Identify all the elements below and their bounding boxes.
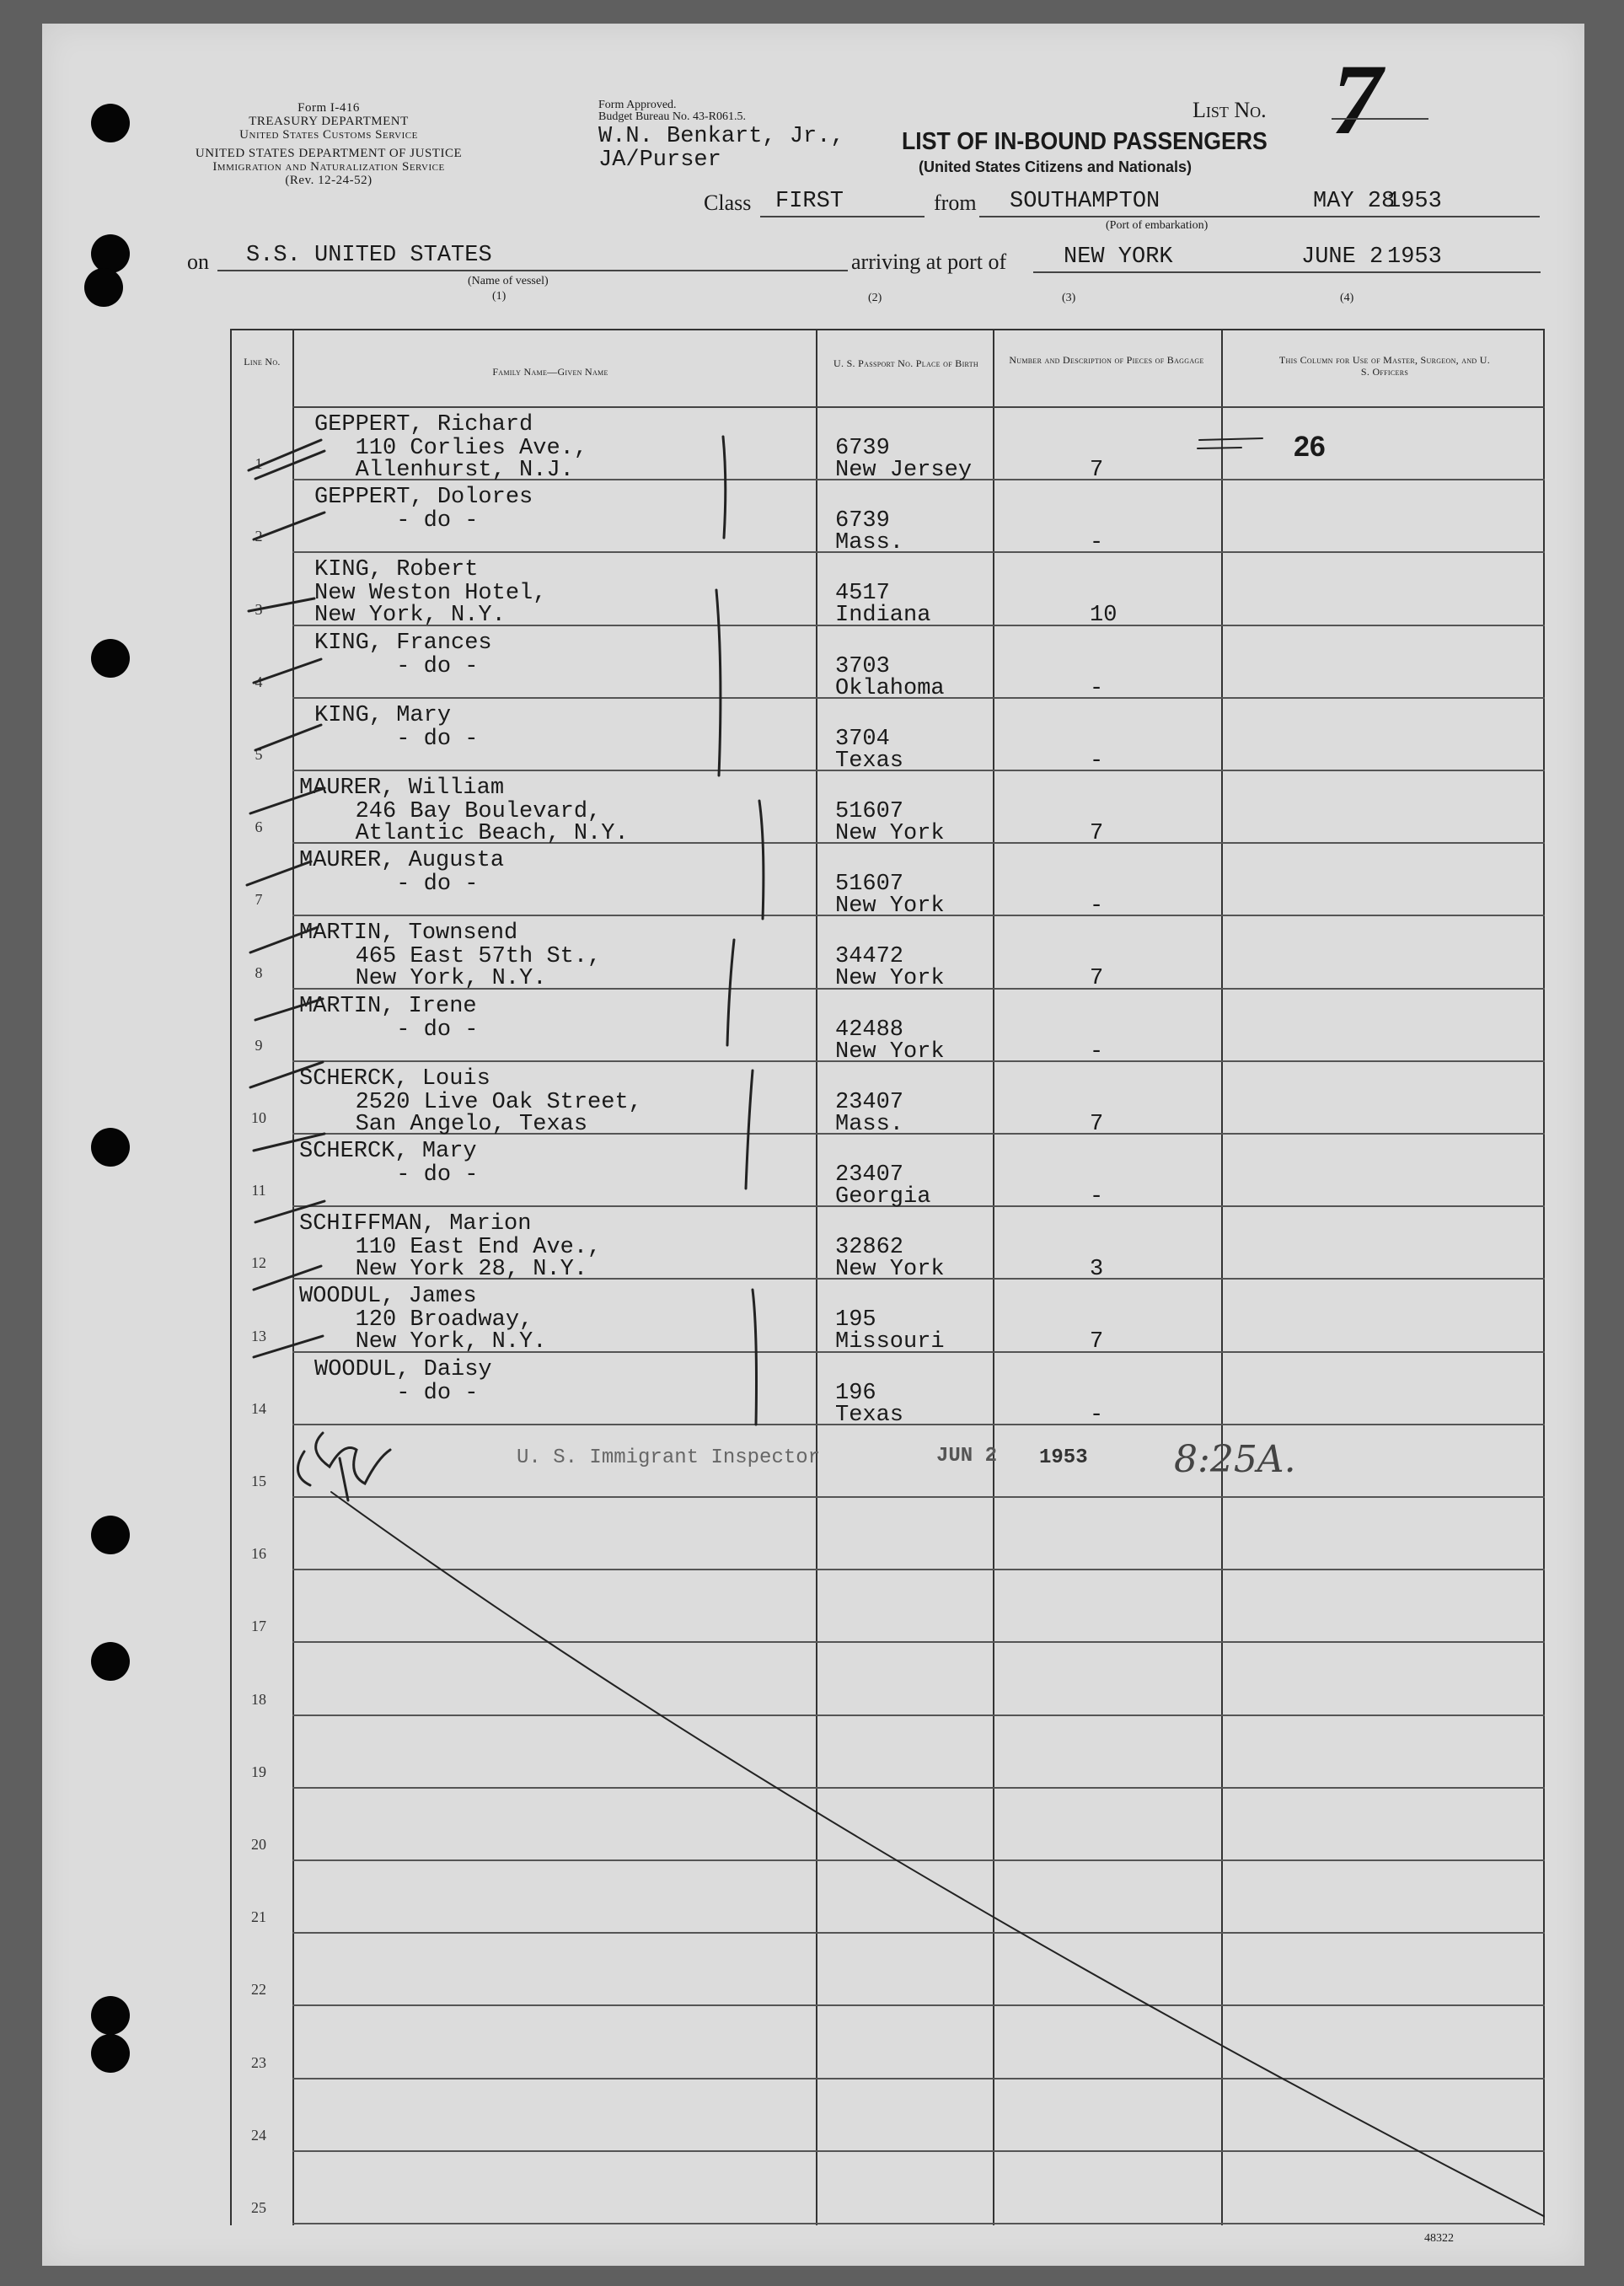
arrival-date: JUNE 2 [1301, 244, 1384, 270]
line-number: 16 [251, 1545, 266, 1563]
purser-name: W.N. Benkart, Jr., [598, 124, 844, 149]
passenger-address: Allenhurst, N.J. [314, 458, 574, 483]
passport-number: 23407 [835, 1162, 904, 1188]
tick-mark [250, 1062, 323, 1087]
passenger-address: Atlantic Beach, N.Y. [314, 821, 629, 846]
passport-number: 4517 [835, 581, 890, 607]
line-number: 23 [251, 2053, 266, 2071]
place-of-birth: Missouri [835, 1329, 945, 1355]
embark-date: MAY 28 [1313, 189, 1396, 214]
passenger-address: - do - [314, 872, 479, 898]
line-number: 22 [251, 1981, 266, 1999]
passenger-address: 120 Broadway, [314, 1307, 533, 1334]
purser-title: JA/Purser [598, 148, 721, 173]
punch-hole [91, 1642, 130, 1681]
passport-number: 195 [835, 1307, 876, 1334]
punch-hole [91, 234, 130, 273]
place-of-birth: Georgia [835, 1184, 931, 1210]
tick-mark [255, 1201, 324, 1222]
from-label: from [934, 190, 977, 215]
baggage-count: 7 [1090, 966, 1104, 992]
line-number: 15 [251, 1473, 266, 1489]
passport-number: 51607 [835, 872, 904, 898]
passenger-name: MARTIN, Townsend [299, 920, 518, 947]
arriving-label: arriving at port of [851, 250, 1007, 274]
passenger-name: KING, Frances [314, 630, 492, 656]
passenger-address: - do - [314, 726, 479, 752]
line-number: 3 [255, 600, 263, 618]
col-header-baggage: Number and Description of Pieces of Baggage [1009, 354, 1204, 366]
passenger-name: SCHIFFMAN, Marion [299, 1211, 532, 1237]
baggage-count: 3 [1090, 1257, 1104, 1283]
vessel-underline [217, 270, 848, 271]
baggage-count: - [1090, 1402, 1104, 1428]
punch-hole [91, 1128, 130, 1167]
baggage-count: 10 [1090, 603, 1118, 629]
punch-hole [91, 1516, 130, 1554]
class-value: FIRST [775, 189, 844, 214]
col2-number: (2) [868, 292, 882, 304]
vessel-caption: (Name of vessel) [468, 275, 549, 287]
passenger-address: - do - [314, 508, 479, 534]
passenger-name: WOODUL, Daisy [314, 1356, 492, 1382]
col-header-name: Family Name—Given Name [492, 366, 608, 378]
tick-mark [249, 598, 314, 611]
line-number: 17 [251, 1618, 266, 1635]
class-label: Class [704, 190, 752, 215]
line-number: 5 [255, 746, 263, 763]
list-no-value: 7 [1332, 43, 1382, 155]
tick-mark [255, 999, 323, 1020]
passenger-address: - do - [314, 1162, 479, 1188]
from-value: SOUTHAMPTON [1010, 189, 1160, 214]
place-of-birth: New York [835, 1038, 945, 1065]
bracket-mark [753, 1290, 757, 1425]
passport-number: 3703 [835, 653, 890, 679]
passport-number: 23407 [835, 1089, 904, 1115]
col-header-line: Line No. [244, 356, 281, 368]
passenger-address: - do - [314, 1017, 479, 1043]
punch-hole [91, 1996, 130, 2035]
handwriting-overlay [230, 329, 1545, 2225]
place-of-birth: New York [835, 966, 945, 992]
punch-hole [91, 2034, 130, 2073]
punch-hole [84, 268, 123, 307]
passport-number: 6739 [835, 508, 890, 534]
place-of-birth: Oklahoma [835, 675, 945, 701]
vessel-name: S.S. UNITED STATES [246, 243, 492, 268]
line-number: 11 [251, 1182, 266, 1199]
arrival-year: 1953 [1387, 244, 1442, 270]
passenger-address: New Weston Hotel, [314, 581, 547, 607]
tick-mark [249, 440, 324, 479]
place-of-birth: Indiana [835, 603, 931, 629]
arrival-underline [1033, 271, 1541, 273]
passport-number: 6739 [835, 436, 890, 461]
bracket-mark [746, 1071, 753, 1189]
budget-bureau: Budget Bureau No. 43-R061.5. [598, 110, 746, 123]
place-of-birth: Mass. [835, 530, 904, 556]
purser-block [598, 125, 844, 172]
line-number: 20 [251, 1836, 266, 1853]
col-header-officers: This Column for Use of Master, Surgeon, and U. S. Officers [1278, 354, 1491, 378]
passenger-name: MAURER, William [299, 775, 505, 801]
line-number: 7 [255, 891, 263, 909]
passenger-name: SCHERCK, Mary [299, 1139, 477, 1164]
baggage-count: 7 [1090, 1329, 1104, 1355]
passenger-address: New York, N.Y. [314, 603, 506, 629]
line-number: 9 [255, 1036, 263, 1054]
bracket-mark [759, 801, 764, 919]
bracket-mark [716, 590, 721, 775]
line-number: 19 [251, 1763, 266, 1780]
line-number: 14 [251, 1399, 266, 1417]
line-number: 25 [251, 2199, 266, 2216]
place-of-birth: Texas [835, 748, 904, 774]
place-of-birth: New York [835, 893, 945, 920]
tick-mark [250, 927, 318, 952]
tick-mark [254, 1266, 321, 1290]
baggage-count: - [1090, 1038, 1104, 1065]
footer-number: 48322 [1424, 2232, 1454, 2245]
baggage-count: - [1090, 1184, 1104, 1210]
punch-hole [91, 639, 130, 678]
line-number: 10 [251, 1109, 266, 1126]
form-number: Form I-416 [297, 101, 360, 115]
tick-mark [254, 659, 321, 683]
place-of-birth: New York [835, 821, 945, 846]
passenger-address: New York 28, N.Y. [314, 1257, 588, 1283]
passenger-name: KING, Robert [314, 557, 479, 583]
stamp-year: 1953 [1039, 1446, 1088, 1469]
customs-service: United States Customs Service [239, 128, 418, 142]
passenger-address: New York, N.Y. [314, 966, 547, 992]
tick-mark [247, 861, 311, 885]
passenger-address: 110 Corlies Ave., [314, 436, 588, 461]
treasury-dept: TREASURY DEPARTMENT [249, 115, 409, 128]
place-of-birth: Mass. [835, 1111, 904, 1137]
passenger-name: MAURER, Augusta [299, 848, 505, 874]
on-label: on [187, 250, 209, 274]
arrival-time: 8:25A. [1174, 1438, 1296, 1481]
justice-block [194, 147, 464, 187]
baggage-count: - [1090, 893, 1104, 920]
passenger-address: 110 East End Ave., [314, 1235, 602, 1261]
place-of-birth: New Jersey [835, 458, 973, 483]
bracket-mark [727, 940, 734, 1045]
passenger-name: MARTIN, Irene [299, 993, 477, 1019]
justice-dept: UNITED STATES DEPARTMENT OF JUSTICE [195, 147, 463, 160]
tick-mark [254, 1336, 323, 1357]
passenger-name: WOODUL, James [299, 1284, 477, 1310]
line-number: 18 [251, 1690, 266, 1708]
approval-block [598, 99, 746, 123]
col-header-passport: U. S. Passport No. Place of Birth [833, 357, 978, 369]
line-number: 24 [251, 2126, 266, 2144]
line-number: 1 [255, 455, 263, 473]
list-no-underline [1332, 118, 1428, 120]
col4-number: (4) [1340, 292, 1354, 304]
form-number-block [194, 101, 464, 142]
page-subtitle: (United States Citizens and Nationals) [919, 158, 1193, 175]
tick-mark [254, 1134, 324, 1151]
line-number: 8 [255, 963, 263, 981]
baggage-count: 7 [1090, 821, 1104, 846]
line-number: 21 [251, 1908, 266, 1926]
cancel-stroke [331, 1492, 1545, 2225]
form-approved: Form Approved. [598, 99, 677, 111]
col3-number: (3) [1062, 292, 1076, 304]
arrival-port: NEW YORK [1064, 244, 1173, 270]
baggage-count: - [1090, 530, 1104, 556]
embark-year: 1953 [1387, 189, 1442, 214]
passenger-address: 246 Bay Boulevard, [314, 799, 602, 824]
place-of-birth: New York [835, 1257, 945, 1283]
ins-service: Immigration and Naturalization Service [212, 160, 445, 174]
inspector-initials [297, 1433, 390, 1500]
passport-number: 51607 [835, 799, 904, 824]
passenger-table [230, 329, 1545, 2225]
passport-number: 32862 [835, 1235, 904, 1261]
class-underline [760, 216, 925, 217]
place-of-birth: Texas [835, 1402, 904, 1428]
passport-number: 34472 [835, 944, 904, 970]
bracket-mark [723, 437, 726, 538]
passenger-name: GEPPERT, Richard [314, 412, 533, 437]
passenger-address: 465 East 57th St., [314, 944, 602, 970]
officer-mark: 26 [1294, 431, 1326, 463]
from-underline [979, 216, 1540, 217]
line-number: 13 [251, 1327, 266, 1344]
passenger-name: KING, Mary [314, 702, 452, 728]
tick-mark [254, 512, 324, 539]
officer-dash [1198, 438, 1262, 448]
passenger-name: SCHERCK, Louis [299, 1065, 490, 1092]
page-title: LIST OF IN-BOUND PASSENGERS [902, 128, 1268, 155]
tick-mark [250, 788, 324, 813]
port-embark-caption: (Port of embarkation) [1106, 219, 1209, 232]
punch-hole [91, 104, 130, 142]
passenger-address: San Angelo, Texas [314, 1111, 588, 1137]
col1-number: (1) [492, 290, 506, 303]
passenger-address: New York, N.Y. [314, 1329, 547, 1355]
passenger-list-sheet [42, 24, 1584, 2266]
passport-number: 42488 [835, 1017, 904, 1043]
line-number: 2 [255, 528, 263, 545]
line-number: 6 [255, 818, 263, 836]
baggage-count: 7 [1090, 458, 1104, 483]
baggage-count: - [1090, 748, 1104, 774]
passenger-name: GEPPERT, Dolores [314, 485, 533, 511]
passenger-address: 2520 Live Oak Street, [314, 1089, 642, 1115]
passport-number: 196 [835, 1380, 876, 1406]
tick-mark [255, 725, 321, 750]
baggage-count: 7 [1090, 1111, 1104, 1137]
line-number: 4 [255, 673, 263, 690]
baggage-count: - [1090, 675, 1104, 701]
list-no-label: List No. [1193, 98, 1267, 122]
stamp-date: JUN 2 [936, 1445, 998, 1468]
passenger-address: - do - [314, 1380, 479, 1406]
inspector-stamp: U. S. Immigrant Inspector [517, 1446, 821, 1469]
form-revision: (Rev. 12-24-52) [285, 174, 373, 187]
passenger-address: - do - [314, 653, 479, 679]
passport-number: 3704 [835, 726, 890, 752]
line-number: 12 [251, 1254, 266, 1272]
